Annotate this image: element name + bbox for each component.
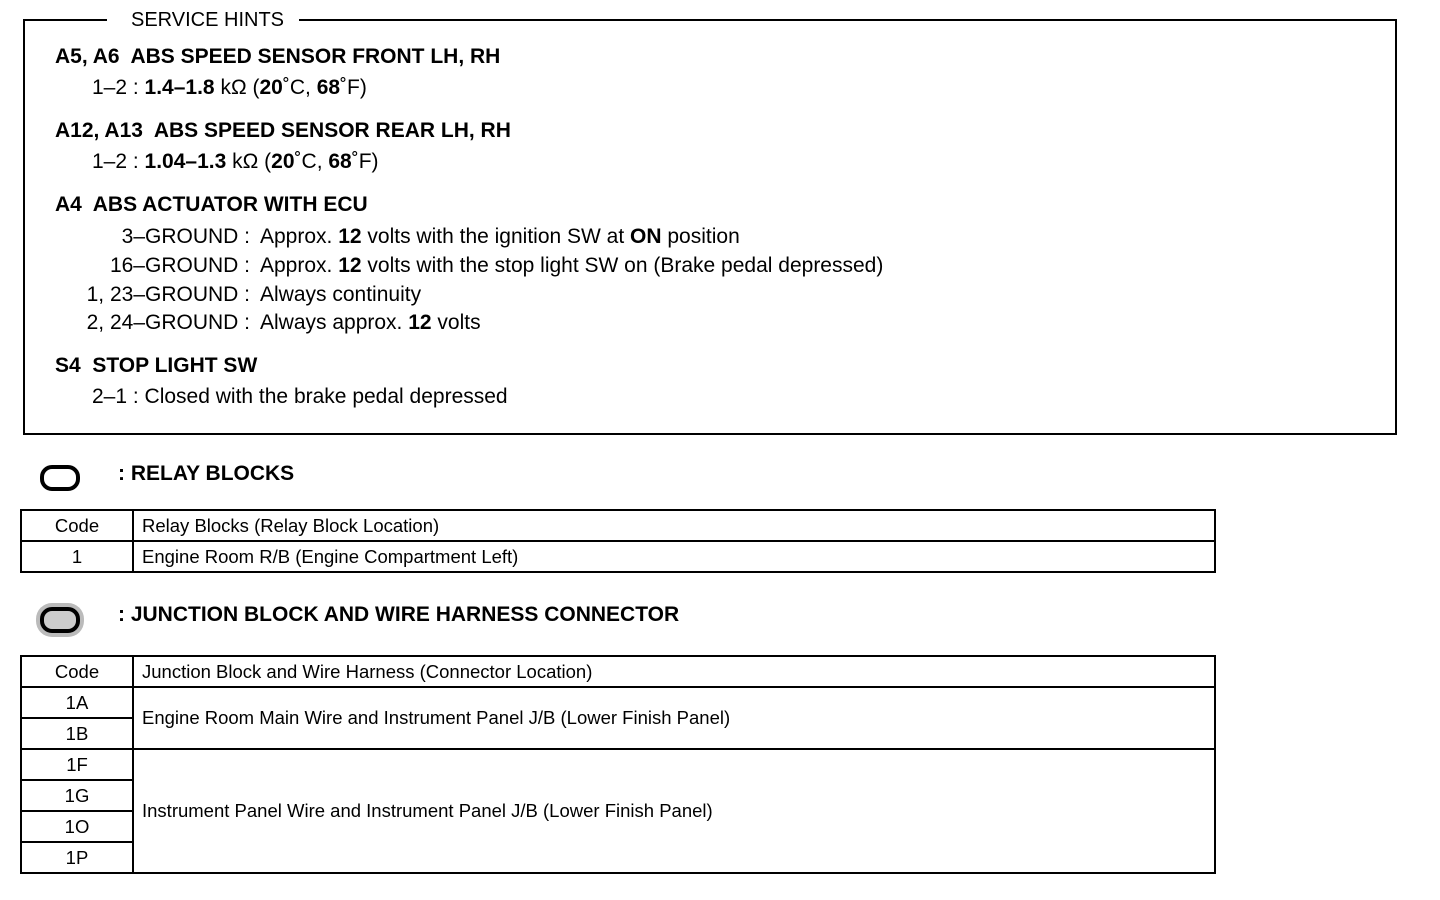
table-row [21, 687, 1215, 718]
relay-block-symbol-icon [40, 465, 80, 491]
terminal-value: Always continuity [260, 283, 422, 306]
spec-line-a12-a13: 1–2 : 1.04–1.3 kΩ (20˚C, 68˚F) [92, 150, 379, 173]
description-cell: Engine Room Main Wire and Instrument Panel J/B (Lower Finish Panel) [133, 687, 1215, 749]
service-hints-box [23, 9, 1397, 435]
code-cell: 1O [21, 811, 133, 842]
code-header: Code [21, 656, 133, 687]
section-heading-a12-a13: A12, A13 ABS SPEED SENSOR REAR LH, RH [55, 119, 511, 142]
table-row [21, 749, 1215, 780]
spec-line-s4: 2–1 : Closed with the brake pedal depressed [92, 385, 508, 408]
terminal-label: 1, 23–GROUND : [86, 283, 250, 306]
terminal-label: 2, 24–GROUND : [86, 311, 250, 334]
junction-block-legend-text: : JUNCTION BLOCK AND WIRE HARNESS CONNECTOR [118, 603, 680, 626]
table-header-row [21, 510, 1215, 541]
description-cell: Instrument Panel Wire and Instrument Panel J/B (Lower Finish Panel) [133, 749, 1215, 873]
code-cell: 1P [21, 842, 133, 873]
code-cell: 1A [21, 687, 133, 718]
code-cell: 1B [21, 718, 133, 749]
description-cell: Engine Room R/B (Engine Compartment Left) [133, 541, 1215, 572]
code-cell: 1 [21, 541, 133, 572]
section-heading-a4: A4 ABS ACTUATOR WITH ECU [55, 193, 368, 216]
service-hints-title: SERVICE HINTS [107, 9, 299, 31]
section-heading-s4: S4 STOP LIGHT SW [55, 354, 258, 377]
table-header-row [21, 656, 1215, 687]
relay-blocks-legend-text: : RELAY BLOCKS [118, 462, 295, 485]
section-heading-a5-a6: A5, A6 ABS SPEED SENSOR FRONT LH, RH [55, 45, 501, 68]
junction-block-symbol-icon [40, 607, 80, 633]
relay-blocks-table [20, 509, 1216, 573]
code-cell: 1G [21, 780, 133, 811]
junction-blocks-table [20, 655, 1216, 874]
terminal-value: Approx. 12 volts with the ignition SW at ON position [260, 225, 740, 248]
terminal-label: 3–GROUND : [121, 225, 250, 248]
terminal-value: Always approx. 12 volts [260, 311, 481, 334]
code-header: Code [21, 510, 133, 541]
terminal-label: 16–GROUND : [109, 254, 250, 277]
terminal-value: Approx. 12 volts with the stop light SW on (Brake pedal depressed) [260, 254, 884, 277]
code-cell: 1F [21, 749, 133, 780]
spec-line-a5-a6: 1–2 : 1.4–1.8 kΩ (20˚C, 68˚F) [92, 76, 367, 99]
table-row [21, 541, 1215, 572]
description-header: Relay Blocks (Relay Block Location) [133, 510, 1215, 541]
description-header: Junction Block and Wire Harness (Connector Location) [133, 656, 1215, 687]
